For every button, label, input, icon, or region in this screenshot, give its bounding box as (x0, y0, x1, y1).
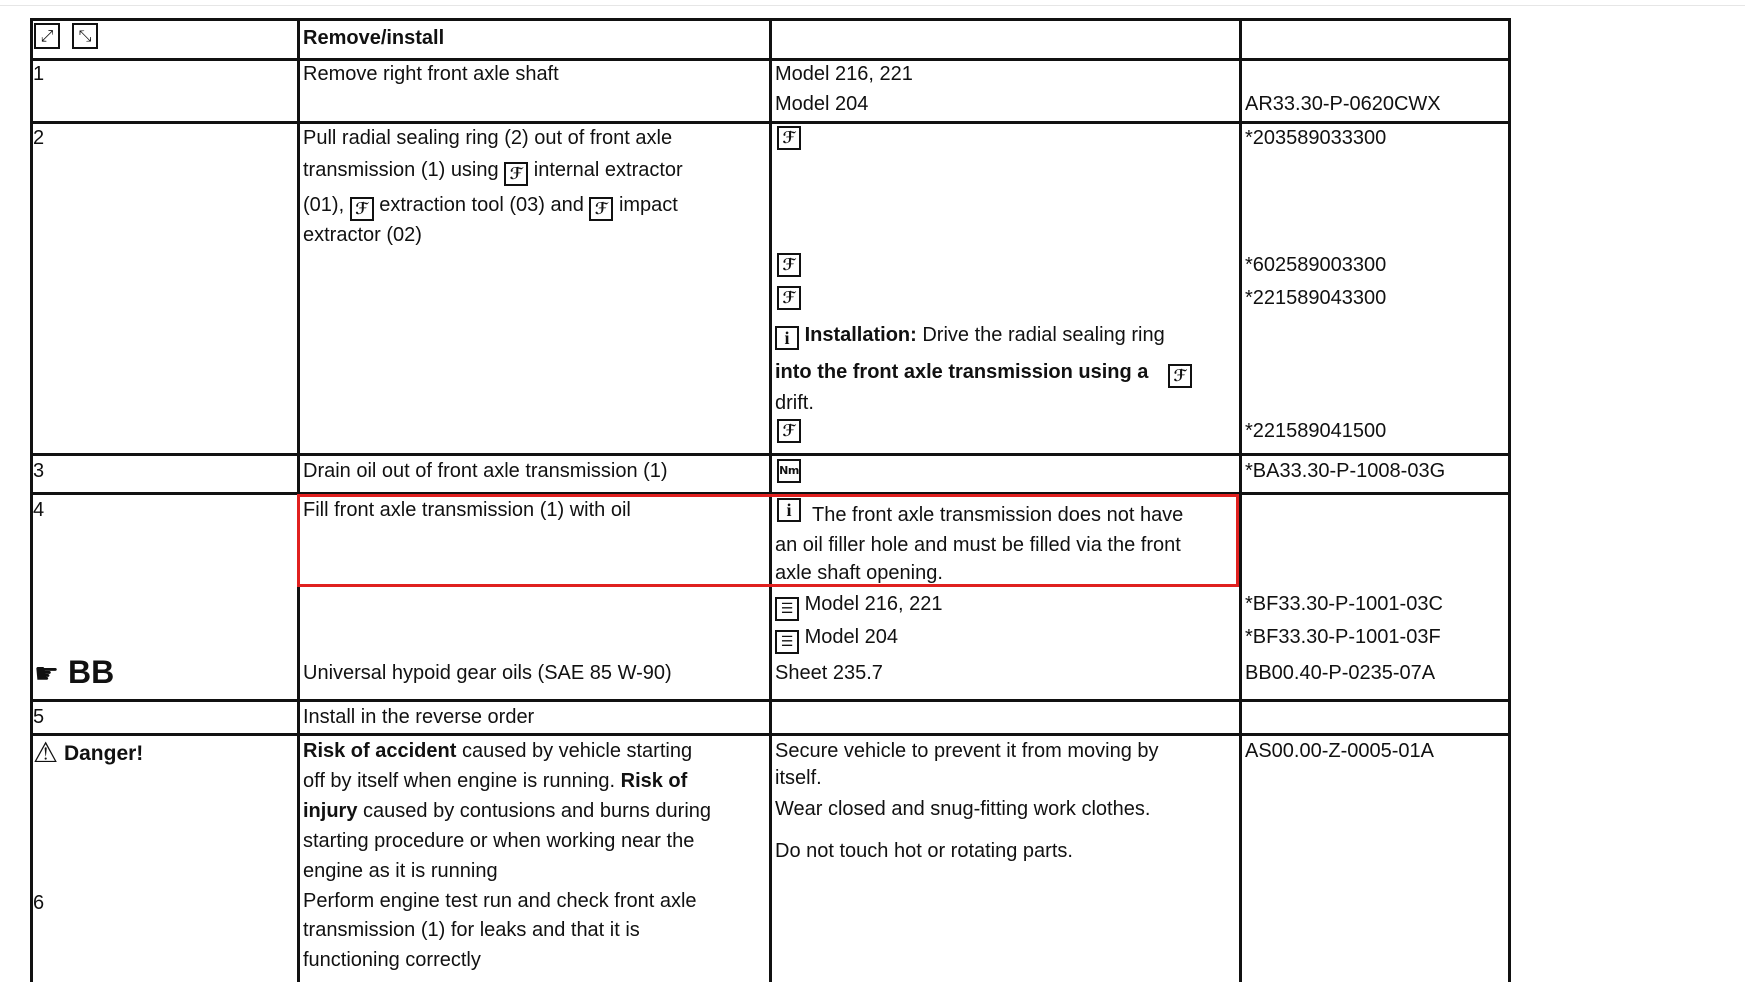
safety-measure: Do not touch hot or rotating parts. (775, 840, 1073, 862)
step-action-line: extractor (02) (303, 224, 422, 246)
reference-link[interactable]: BB00.40-P-0235-07A (1245, 662, 1436, 684)
step-action: Fill front axle transmission (1) with oil (303, 499, 631, 521)
tool-part-number[interactable]: *203589033300 (1245, 127, 1387, 149)
document-icon[interactable]: ☰ (775, 630, 799, 654)
table-title: Remove/install (303, 27, 445, 49)
danger-text: caused by vehicle starting (461, 740, 693, 762)
danger-description: starting procedure or when working near the (303, 830, 695, 852)
info-icon: i (777, 498, 801, 522)
danger-bold: Risk of accident (303, 740, 457, 762)
pointing-hand-icon: ☛ (34, 657, 60, 690)
special-tool-icon[interactable]: ℱ (589, 197, 613, 221)
collapse-arrows-icon[interactable]: ⤡ (72, 23, 98, 49)
special-tool-icon[interactable]: ℱ (777, 126, 801, 150)
step-action-line: Pull radial sealing ring (2) out of front axle (303, 127, 673, 149)
safety-measure: Secure vehicle to prevent it from moving by (775, 740, 1159, 762)
action-text: (01), (303, 194, 345, 216)
reference-link[interactable]: *BF33.30-P-1001-03F (1245, 626, 1441, 648)
safety-measure: itself. (775, 767, 822, 789)
step-action: Remove right front axle shaft (303, 63, 559, 85)
installation-note-line: drift. (775, 392, 814, 414)
note-text: The front axle transmission does not have (812, 504, 1184, 526)
tool-part-number[interactable]: *221589041500 (1245, 420, 1387, 442)
action-text: extraction tool (03) and (379, 194, 584, 216)
torque-icon[interactable]: Nm (777, 459, 801, 483)
step-action-line (303, 160, 683, 186)
special-tool-icon[interactable]: ℱ (777, 419, 801, 443)
grid-line (30, 699, 1511, 702)
model-line (775, 594, 942, 621)
tool-part-number[interactable]: *602589003300 (1245, 254, 1387, 276)
danger-description (303, 801, 711, 821)
danger-label (33, 738, 143, 769)
note-text: into the front axle transmission using a (775, 361, 1149, 383)
danger-text: caused by contusions and burns during (363, 800, 712, 822)
grid-line (30, 18, 1511, 21)
step-action-line (303, 195, 678, 221)
step-number: 1 (33, 63, 45, 85)
danger-description (303, 771, 687, 791)
step-number: 6 (33, 892, 45, 914)
note-text: an oil filler hole and must be filled via the front (775, 534, 1181, 556)
step-number: 3 (33, 460, 45, 482)
danger-description: engine as it is running (303, 860, 498, 882)
highlight-box (297, 494, 1239, 587)
model-label: Model 216, 221 (804, 593, 943, 615)
reference-link[interactable]: *BA33.30-P-1008-03G (1245, 460, 1446, 482)
step-number: 2 (33, 127, 45, 149)
warning-icon: ⚠ (33, 736, 59, 769)
danger-text: Danger! (63, 742, 144, 765)
installation-label: Installation: (804, 324, 917, 346)
reference-link[interactable]: AS00.00-Z-0005-01A (1245, 740, 1435, 762)
action-text: internal extractor (533, 159, 683, 181)
oil-specification: Universal hypoid gear oils (SAE 85 W-90) (303, 662, 672, 684)
document-icon[interactable]: ☰ (775, 597, 799, 621)
tool-part-number[interactable]: *221589043300 (1245, 287, 1387, 309)
top-divider (0, 5, 1745, 6)
model-label: Model 204 (775, 93, 869, 115)
special-tool-icon[interactable]: ℱ (350, 197, 374, 221)
step-action-line: transmission (1) for leaks and that it is (303, 919, 640, 941)
special-tool-icon[interactable]: ℱ (777, 286, 801, 310)
grid-line (1508, 18, 1511, 982)
grid-line (30, 453, 1511, 456)
step-action-line: Perform engine test run and check front axle (303, 890, 697, 912)
bb-label: BB (68, 654, 115, 690)
note-text: Drive the radial sealing ring (922, 324, 1165, 346)
grid-line (1239, 18, 1242, 982)
grid-line (30, 733, 1511, 736)
installation-note-line (775, 362, 1192, 388)
reference-link[interactable]: *BF33.30-P-1001-03C (1245, 593, 1443, 615)
grid-line (30, 58, 1511, 61)
expand-arrows-icon[interactable]: ⤢ (34, 23, 60, 49)
info-icon: i (775, 326, 799, 350)
action-text: impact (618, 194, 678, 216)
danger-bold: Risk of (620, 770, 688, 792)
action-text: transmission (1) using (303, 159, 499, 181)
danger-description (303, 741, 692, 761)
model-label: Model 204 (804, 626, 898, 648)
special-tool-icon[interactable]: ℱ (1168, 364, 1192, 388)
grid-line (30, 121, 1511, 124)
sheet-number: Sheet 235.7 (775, 662, 883, 684)
safety-measure: Wear closed and snug-fitting work clothes. (775, 798, 1151, 820)
special-tool-icon[interactable]: ℱ (777, 253, 801, 277)
step-number: 5 (33, 706, 45, 728)
step-action: Install in the reverse order (303, 706, 535, 728)
step-number: 4 (33, 499, 45, 521)
model-label: Model 216, 221 (775, 63, 913, 85)
special-tool-icon[interactable]: ℱ (504, 162, 528, 186)
installation-note-line (775, 325, 1165, 350)
step-action: Drain oil out of front axle transmission (1) (303, 460, 668, 482)
danger-bold: injury (303, 800, 358, 822)
note-text: axle shaft opening. (775, 562, 943, 584)
model-line (775, 627, 898, 654)
bb-marker (34, 655, 114, 691)
danger-text: off by itself when engine is running. (303, 770, 616, 792)
reference-link[interactable]: AR33.30-P-0620CWX (1245, 93, 1441, 115)
step-action-line: functioning correctly (303, 949, 481, 971)
